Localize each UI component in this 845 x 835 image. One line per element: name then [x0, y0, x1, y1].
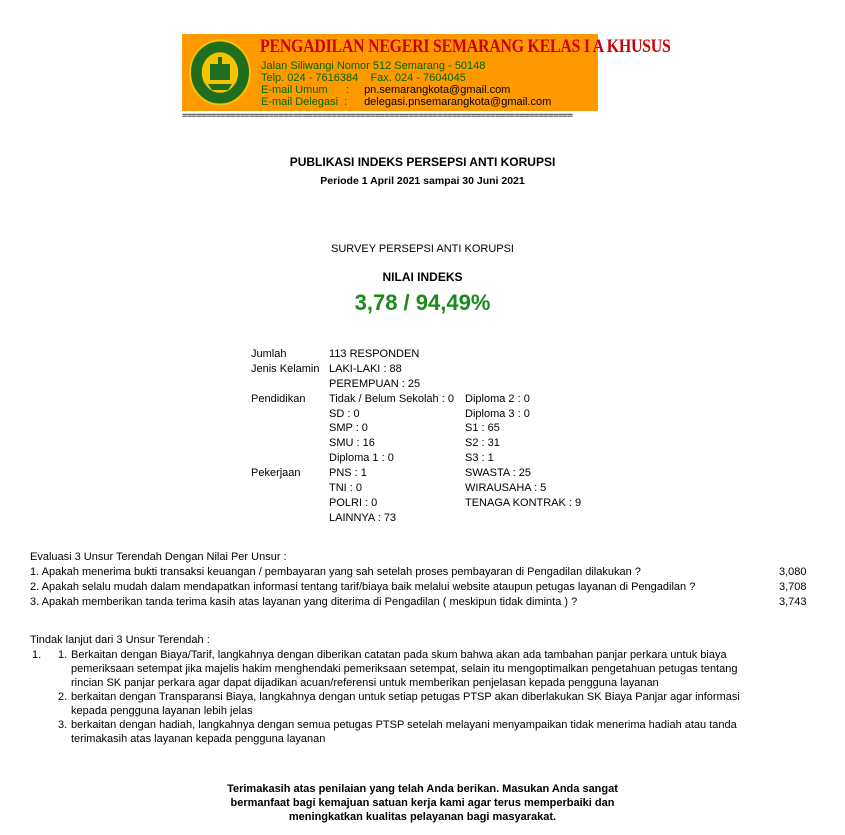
- thank-you-line: bermanfaat bagi kemajuan satuan kerja kami agar terus memperbaiki dan: [230, 797, 615, 809]
- index-label: NILAI INDEKS: [382, 270, 463, 284]
- followup-line: berkaitan dengan hadiah, langkahnya dengan semua petugas PTSP setelah melayani menyampaikan tidak menerima hadiah atau tanda: [71, 719, 737, 731]
- page-title: PUBLIKASI INDEKS PERSEPSI ANTI KORUPSI: [289, 155, 556, 169]
- evaluation-score: 3,743: [779, 596, 807, 608]
- education-label: Pendidikan: [251, 393, 306, 405]
- followup-line: Berkaitan dengan Biaya/Tarif, langkahnya dengan diberikan catatan pada skum bahwa akan ada tambahan panjar perkara untuk biaya: [71, 649, 727, 661]
- followup-line: kepada pengguna layanan lebih jelas: [71, 705, 253, 717]
- occupation-item: TNI : 0: [329, 482, 363, 494]
- email-umum-label: E-mail Umum :: [261, 84, 350, 96]
- followup-outer-number: 1.: [32, 649, 42, 661]
- period-text: Periode 1 April 2021 sampai 30 Juni 2021: [320, 175, 525, 187]
- email-delegasi-label: E-mail Delegasi :: [261, 96, 348, 108]
- gender-label: Jenis Kelamin: [251, 363, 320, 375]
- education-item: Diploma 2 : 0: [465, 393, 530, 405]
- court-phone: Telp. 024 - 7616384 Fax. 024 - 7604045: [261, 72, 466, 84]
- occupation-item: LAINNYA : 73: [329, 512, 397, 524]
- gender-female: PEREMPUAN : 25: [329, 378, 421, 390]
- email-delegasi-value: delegasi.pnsemarangkota@gmail.com: [364, 96, 552, 108]
- followup-number: 1.: [58, 649, 68, 661]
- evaluation-heading: Evaluasi 3 Unsur Terendah Dengan Nilai Per Unsur :: [30, 551, 287, 563]
- education-item: Tidak / Belum Sekolah : 0: [329, 393, 454, 405]
- followup-line: pemeriksaan setempat jika majelis hakim menghendaki pemeriksaan setempat, selain itu mengoptimalkan pengetahuan petugas tentang: [71, 663, 738, 675]
- evaluation-item: 1. Apakah menerima bukti transaksi keuangan / pembayaran yang sah setelah proses pembayaran di Pengadilan dilakukan ?: [30, 566, 641, 578]
- occupation-item: TENAGA KONTRAK : 9: [465, 497, 582, 509]
- education-item: Diploma 3 : 0: [465, 408, 530, 420]
- thank-you-line: meningkatkan kualitas pelayanan bagi masyarakat.: [288, 811, 557, 823]
- followup-number: 2.: [58, 691, 68, 703]
- court-address: Jalan Siliwangi Nomor 512 Semarang - 50148: [261, 60, 486, 72]
- thank-you-note: [190, 782, 655, 824]
- gender-male: LAKI-LAKI : 88: [329, 363, 402, 375]
- education-item: SMP : 0: [329, 422, 368, 434]
- index-value: 3,78 / 94,49%: [354, 290, 491, 315]
- court-name: PENGADILAN NEGERI SEMARANG KELAS I A KHUSUS: [260, 37, 671, 57]
- education-item: Diploma 1 : 0: [329, 452, 394, 464]
- followup-line: terimakasih atas layanan kepada pengguna layanan: [71, 733, 326, 745]
- occupation-label: Pekerjaan: [251, 467, 301, 479]
- occupation-item: WIRAUSAHA : 5: [465, 482, 547, 494]
- court-logo-icon: [188, 38, 252, 107]
- occupation-item: POLRI : 0: [329, 497, 378, 509]
- followup-line: berkaitan dengan Transparansi Biaya, langkahnya dengan untuk setiap petugas PTSP akan diberlakukan SK Biaya Panjar agar informasi: [71, 691, 740, 703]
- occupation-item: PNS : 1: [329, 467, 367, 479]
- jumlah-value: 113 RESPONDEN: [329, 348, 420, 360]
- header-separator: =================================================================================: [182, 111, 573, 121]
- evaluation-score: 3,080: [779, 566, 807, 578]
- header-banner: [182, 34, 671, 111]
- education-item: SD : 0: [329, 408, 360, 420]
- thank-you-line: Terimakasih atas penilaian yang telah Anda berikan. Masukan Anda sangat: [227, 783, 618, 795]
- evaluation-score: 3,708: [779, 581, 807, 593]
- occupation-item: SWASTA : 25: [465, 467, 532, 479]
- evaluation-item: 3. Apakah memberikan tanda terima kasih atas layanan yang diterima di Pengadilan ( meskipun tidak diminta ) ?: [30, 596, 578, 608]
- jumlah-label: Jumlah: [251, 348, 287, 360]
- followup-heading: Tindak lanjut dari 3 Unsur Terendah :: [30, 634, 210, 646]
- followup-number: 3.: [58, 719, 68, 731]
- education-item: S2 : 31: [465, 437, 500, 449]
- evaluation-item: 2. Apakah selalu mudah dalam mendapatkan informasi tentang tarif/biaya baik melalui website ataupun petugas layanan di Pengadilan ?: [30, 581, 696, 593]
- education-item: S3 : 1: [465, 452, 494, 464]
- education-item: SMU : 16: [329, 437, 375, 449]
- followup-line: rincian SK panjar perkara agar dapat dijadikan acuan/referensi untuk memberikan penjelasan kepada pengguna layanan: [71, 677, 659, 689]
- email-umum-row: [261, 84, 510, 96]
- survey-label: SURVEY PERSEPSI ANTI KORUPSI: [331, 243, 514, 255]
- education-item: S1 : 65: [465, 422, 500, 434]
- email-umum-value: pn.semarangkota@gmail.com: [364, 84, 511, 96]
- email-delegasi-row: [261, 96, 551, 108]
